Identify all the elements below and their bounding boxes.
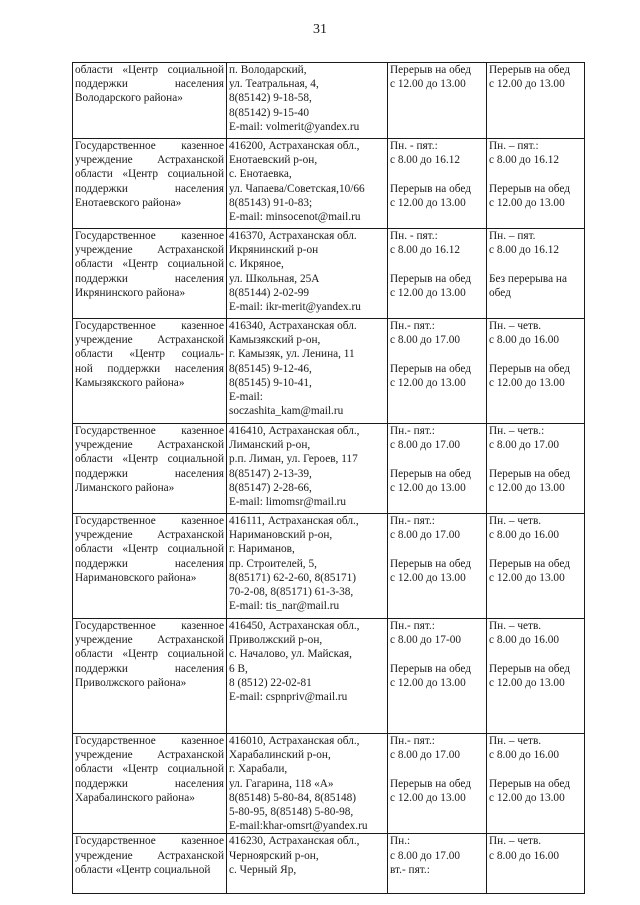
hours-line: с 12.00 до 13.00 [390, 481, 466, 494]
weekday-hours-cell [388, 139, 487, 229]
address-line: п. Володарский, [229, 64, 307, 76]
hours-line: с 12.00 до 13.00 [390, 676, 466, 689]
organization-line: поддержки населения [75, 662, 224, 675]
organization-line: поддержки населения [75, 272, 224, 285]
hours-line: Перерыв на обед [390, 362, 471, 375]
alt-hours-cell [487, 514, 585, 619]
organization-line: поддержки населения [75, 78, 224, 91]
address-cell [227, 734, 388, 834]
address-cell [227, 514, 388, 619]
weekday-hours-cell [388, 514, 487, 619]
email-link[interactable]: E-mail: minsocenot@mail.ru [229, 211, 361, 224]
hours-line: Перерыв на обед [390, 272, 471, 285]
address-cell [227, 319, 388, 424]
organization-line: области «Центр социальной [75, 648, 224, 661]
organization-line: учреждение Астраханской [75, 529, 224, 542]
alt-hours-cell [487, 424, 585, 514]
organization-line: Харабалинского района» [75, 791, 195, 804]
hours-line: Пн. – пят. [489, 230, 536, 242]
address-line: Харабалинский р-он, [229, 749, 331, 762]
organization-line: ной поддержки населения [75, 362, 224, 375]
address-line: с. Началово, ул. Майская, [229, 648, 352, 661]
address-line: ул. Гагарина, 118 «А» [229, 777, 334, 790]
organization-line: области «Центр социальной [75, 543, 224, 556]
address-line: Лиманский р-он, [229, 439, 311, 452]
hours-line: с 12.00 до 13.00 [489, 196, 565, 209]
hours-line: с 12.00 до 13.00 [390, 286, 466, 299]
organization-line: Государственное казенное [75, 735, 224, 747]
address-line: г. Камызяк, ул. Ленина, 11 [229, 348, 355, 361]
email-link[interactable]: E-mail: volmerit@yandex.ru [229, 120, 360, 133]
hours-line: с 12.00 до 13.00 [390, 196, 466, 209]
organization-line: Приволжского района» [75, 676, 187, 689]
hours-line: Пн. – четв. [489, 835, 542, 848]
institutions-table [72, 62, 585, 894]
organization-cell [73, 229, 227, 319]
address-cell [227, 619, 388, 734]
table-row [73, 619, 585, 734]
address-line: с. Икряное, [229, 258, 284, 271]
address-line: Икрянинский р-он [229, 244, 319, 257]
hours-line: Пн.- пят.: [390, 735, 435, 747]
hours-line: Перерыв на обед [489, 777, 570, 790]
organization-cell [73, 734, 227, 834]
table-row [73, 424, 585, 514]
address-line: 416450, Астраханская обл., [229, 620, 360, 632]
hours-line: Без перерыва на [489, 272, 567, 285]
address-line: E-mail: [229, 391, 263, 404]
hours-line: с 8.00 до 17.00 [390, 439, 461, 452]
organization-line: поддержки населения [75, 182, 224, 195]
table-row [73, 319, 585, 424]
organization-line: области «Центр социальной [75, 168, 224, 181]
organization-line: области «Центр социаль- [75, 348, 224, 361]
hours-line: с 12.00 до 13.00 [489, 78, 565, 91]
hours-line: обед [489, 286, 511, 299]
hours-line: Пн. – четв. [489, 620, 542, 632]
address-line: 416010, Астраханская обл., [229, 735, 360, 747]
hours-line: Пн. – четв. [489, 320, 542, 332]
hours-line: Перерыв на обед [390, 467, 471, 480]
hours-line: с 8.00 до 17.00 [390, 334, 461, 347]
organization-line: поддержки населения [75, 557, 224, 570]
address-line: ул. Чапаева/Советская,10/66 [229, 182, 365, 195]
address-line: 8(85144) 2-02-99 [229, 286, 310, 299]
address-line: ул. Театральная, 4, [229, 78, 319, 91]
organization-line: учреждение Астраханской [75, 749, 224, 762]
organization-line: области «Центр социальной [75, 453, 224, 466]
organization-cell [73, 514, 227, 619]
address-line: 5-80-95, 8(85148) 5-80-98, [229, 806, 354, 819]
address-cell [227, 424, 388, 514]
hours-line: с 8.00 до 17.00 [489, 439, 560, 452]
organization-line: Икрянинского района» [75, 286, 186, 299]
alt-hours-cell [487, 834, 585, 894]
weekday-hours-cell [388, 319, 487, 424]
organization-line: области «Центр социальной [75, 863, 211, 876]
address-line: 416111, Астраханская обл., [229, 515, 359, 527]
hours-line: с 12.00 до 13.00 [390, 791, 466, 804]
address-cell [227, 229, 388, 319]
organization-line: учреждение Астраханской [75, 244, 224, 257]
email-link[interactable]: E-mail: cspnpriv@mail.ru [229, 691, 348, 704]
hours-line: с 8.00 до 16.00 [489, 634, 560, 647]
address-line: ул. Школьная, 25А [229, 272, 320, 285]
hours-line: с 12.00 до 13.00 [489, 676, 565, 689]
hours-line: с 8.00 до 17-00 [390, 634, 462, 647]
alt-hours-cell [487, 139, 585, 229]
alt-hours-cell [487, 63, 585, 139]
alt-hours-cell [487, 319, 585, 424]
address-line: 8(85145) 9-12-46, [229, 362, 312, 375]
organization-line: области «Центр социальной [75, 64, 224, 76]
address-line: 416370, Астраханская обл. [229, 230, 357, 242]
email-link[interactable]: E-mail: ikr-merit@yandex.ru [229, 301, 361, 314]
organization-line: Камызякского района» [75, 376, 185, 389]
organization-line: Государственное казенное [75, 620, 224, 632]
address-line: 8(85147) 2-28-66, [229, 481, 312, 494]
hours-line: Пн.- пят.: [390, 320, 435, 332]
address-line: 8 (8512) 22-02-81 [229, 676, 312, 689]
hours-line: Пн.- пят.: [390, 620, 435, 632]
hours-line: Перерыв на обед [489, 362, 570, 375]
hours-line: Перерыв на обед [390, 64, 471, 76]
address-cell [227, 834, 388, 894]
hours-line: Перерыв на обед [489, 557, 570, 570]
hours-line: Пн. – четв. [489, 515, 542, 527]
address-line: Черноярский р-он, [229, 849, 319, 862]
address-line: пр. Строителей, 5, [229, 557, 317, 570]
email-link[interactable]: soczashita_kam@mail.ru [229, 405, 344, 418]
organization-line: Государственное казенное [75, 140, 224, 152]
hours-line: Пн. - пят.: [390, 140, 438, 152]
hours-line: с 8.00 до 16.12 [390, 244, 461, 257]
table-row [73, 229, 585, 319]
hours-line: Перерыв на обед [489, 182, 570, 195]
hours-line: Пн. – четв.: [489, 425, 545, 437]
hours-line: Перерыв на обед [390, 182, 471, 195]
address-line: 416340, Астраханская обл. [229, 320, 357, 332]
hours-line: с 8.00 до 16.12 [489, 244, 560, 257]
hours-line: Пн.: [390, 835, 411, 848]
address-line: 416200, Астраханская обл., [229, 140, 360, 152]
organization-line: поддержки населения [75, 777, 224, 790]
organization-line: учреждение Астраханской [75, 334, 224, 347]
hours-line: Пн.- пят.: [390, 425, 435, 437]
address-line: 416230, Астраханская обл., [229, 835, 360, 848]
address-line: Приволжский р-он, [229, 634, 323, 647]
table-row [73, 63, 585, 139]
table-row [73, 514, 585, 619]
organization-line: Государственное казенное [75, 835, 224, 848]
organization-line: учреждение Астраханской [75, 439, 224, 452]
address-cell [227, 139, 388, 229]
organization-cell [73, 63, 227, 139]
organization-cell [73, 424, 227, 514]
weekday-hours-cell [388, 619, 487, 734]
address-line: 8(85143) 91-0-83; [229, 196, 313, 209]
hours-line: с 8.00 до 17.00 [390, 749, 461, 762]
organization-line: поддержки населения [75, 467, 224, 480]
address-line: 416410, Астраханская обл., [229, 425, 360, 437]
address-line: Наримановский р-он, [229, 529, 333, 542]
address-line: 8(85145) 9-10-41, [229, 376, 312, 389]
weekday-hours-cell [388, 834, 487, 894]
organization-line: учреждение Астраханской [75, 849, 224, 862]
address-line: Камызякский р-он, [229, 334, 321, 347]
organization-line: учреждение Астраханской [75, 154, 224, 167]
hours-line: с 8.00 до 17.00 [390, 849, 461, 862]
hours-line: с 8.00 до 16.00 [489, 334, 560, 347]
address-cell [227, 63, 388, 139]
organization-cell [73, 834, 227, 894]
organization-line: Государственное казенное [75, 230, 224, 242]
hours-line: с 12.00 до 13.00 [390, 78, 466, 91]
organization-line: Енотаевского района» [75, 196, 182, 209]
organization-line: Володарского района» [75, 92, 183, 105]
hours-line: с 8.00 до 16.00 [489, 849, 560, 862]
page-number: 31 [313, 22, 327, 37]
address-line: 70-2-08, 8(85171) 61-3-38, [229, 586, 354, 599]
table-body [73, 63, 585, 894]
address-line: г. Нариманов, [229, 543, 295, 556]
hours-line: Перерыв на обед [390, 777, 471, 790]
hours-line: Перерыв на обед [390, 662, 471, 675]
hours-line: Пн. – пят.: [489, 140, 539, 152]
hours-line: Пн. – четв. [489, 735, 542, 747]
weekday-hours-cell [388, 424, 487, 514]
hours-line: с 8.00 до 16.12 [489, 154, 560, 167]
hours-line: Перерыв на обед [390, 557, 471, 570]
hours-line: Перерыв на обед [489, 64, 570, 76]
hours-line: с 8.00 до 17.00 [390, 529, 461, 542]
table-row [73, 139, 585, 229]
hours-line: с 12.00 до 13.00 [390, 376, 466, 389]
hours-line: с 12.00 до 13.00 [489, 376, 565, 389]
organization-line: Государственное казенное [75, 320, 224, 332]
address-line: 6 В, [229, 662, 248, 675]
hours-line: вт.- пят.: [390, 863, 430, 876]
alt-hours-cell [487, 229, 585, 319]
alt-hours-cell [487, 734, 585, 834]
hours-line: Перерыв на обед [489, 467, 570, 480]
hours-line: Перерыв на обед [489, 662, 570, 675]
table-row [73, 834, 585, 894]
table-row [73, 734, 585, 834]
organization-cell [73, 619, 227, 734]
organization-line: Лиманского района» [75, 481, 175, 494]
weekday-hours-cell [388, 63, 487, 139]
hours-line: с 8.00 до 16.12 [390, 154, 461, 167]
alt-hours-cell [487, 619, 585, 734]
address-line: 8(85142) 9-18-58, [229, 92, 312, 105]
hours-line: Пн.- пят.: [390, 515, 435, 527]
hours-line: с 8.00 до 16.00 [489, 529, 560, 542]
hours-line: с 12.00 до 13.00 [489, 481, 565, 494]
organization-line: Государственное казенное [75, 425, 224, 437]
weekday-hours-cell [388, 734, 487, 834]
address-line: с. Черный Яр, [229, 863, 297, 876]
address-line: 8(85171) 62-2-60, 8(85171) [229, 571, 357, 584]
email-link[interactable]: E-mail: tis_nar@mail.ru [229, 600, 340, 613]
organization-cell [73, 139, 227, 229]
email-link[interactable]: E-mail: limomsr@mail.ru [229, 496, 347, 509]
address-line: 8(85142) 9-15-40 [229, 106, 310, 119]
address-line: 8(85148) 5-80-84, 8(85148) [229, 791, 357, 804]
organization-cell [73, 319, 227, 424]
hours-line: с 8.00 до 16.00 [489, 749, 560, 762]
organization-line: учреждение Астраханской [75, 634, 224, 647]
address-line: 8(85147) 2-13-39, [229, 467, 312, 480]
organization-line: области «Центр социальной [75, 258, 224, 271]
address-line: г. Харабали, [229, 763, 288, 776]
hours-line: с 12.00 до 13.00 [489, 571, 565, 584]
hours-line: с 12.00 до 13.00 [390, 571, 466, 584]
address-line: Енотаевский р-он, [229, 154, 318, 167]
hours-line: с 12.00 до 13.00 [489, 791, 565, 804]
hours-line: Пн. - пят.: [390, 230, 438, 242]
weekday-hours-cell [388, 229, 487, 319]
organization-line: Наримановского района» [75, 571, 197, 584]
address-line: р.п. Лиман, ул. Героев, 117 [229, 453, 358, 466]
organization-line: области «Центр социальной [75, 763, 224, 776]
address-line: с. Енотаевка, [229, 168, 292, 181]
organization-line: Государственное казенное [75, 515, 224, 527]
email-link[interactable]: E-mail:khar-omsrt@yandex.ru [229, 820, 368, 833]
